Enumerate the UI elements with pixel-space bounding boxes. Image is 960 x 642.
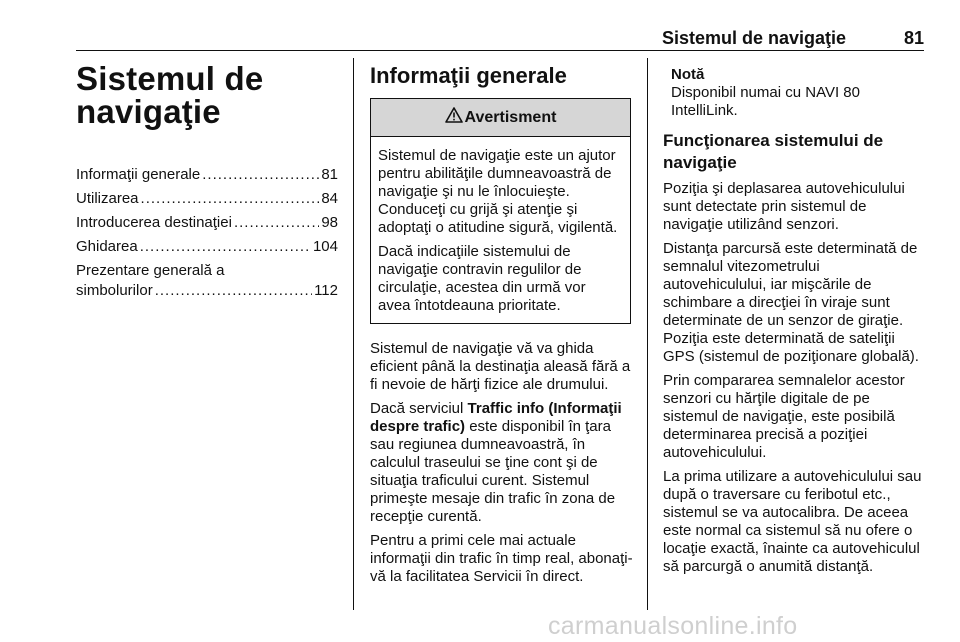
toc-item[interactable] [76,189,338,209]
toc-item[interactable] [76,261,338,301]
column-divider-2 [647,58,648,610]
table-of-contents [76,165,338,301]
body-paragraph-traffic [370,400,633,526]
toc-item-label: Introducerea destinaţiei [76,214,232,231]
body-paragraph: Pentru a primi cele mai actuale informaţii din trafic în timp real, abonaţi-vă la facilitatea Servicii în direct. [370,532,633,585]
chapter-title-line-2: navigaţie [76,93,221,130]
toc-leader-dots [202,165,319,185]
section-title: Informaţii generale [370,63,567,88]
note-label: Notă [671,66,705,83]
toc-item[interactable] [76,213,338,233]
warning-paragraph: Dacă indicaţiile sistemului de navigaţie contravin regulilor de circulaţie, acestea din urmă vor avea întotdeauna prioritate. [378,243,586,314]
toc-item-page: 98 [321,214,338,231]
note-text: Disponibil numai cu NAVI 80 IntelliLink. [671,84,860,119]
toc-item-page: 104 [312,238,338,255]
toc-leader-dots [140,237,311,257]
toc-item-page: 84 [321,190,338,207]
body-paragraph: Poziţia şi deplasarea autovehiculului sunt detectate prin sistemul de navigaţie utilizând senzori. [663,180,905,233]
warning-box [370,98,631,324]
warning-body [371,137,630,323]
toc-item-label-line-2: simbolurilor [76,282,153,299]
warning-header [371,99,630,137]
running-title: Sistemul de navigaţie [661,28,846,48]
page-header [76,28,924,50]
toc-item-label-line-1: Prezentare generală a [76,262,225,279]
header-rule [76,50,924,51]
column-middle [370,62,633,592]
toc-item[interactable] [76,237,338,257]
body-paragraph: Prin compararea semnalelor acestor senzori cu hărţile digitale de pe sistemul de navigaţie, este posibilă determinarea precisă a poziţiei autovehiculului. [663,372,905,461]
chapter-title-line-1: Sistemul de [76,60,264,97]
toc-item[interactable] [76,165,338,185]
toc-item-page: 81 [321,166,338,183]
warning-triangle-icon [445,107,465,128]
body-paragraph: La prima utilizare a autovehiculului sau după o traversare cu feribotul etc., sistemul se va autocalibra. De aceea este normal ca sistemul să nu ofere o locaţie exactă, înainte ca autovehiculul să parcurgă o anumită distanţă. [663,468,922,575]
column-left [76,62,338,305]
toc-leader-dots [155,281,312,301]
warning-paragraph: Sistemul de navigaţie este un ajutor pentru abilităţile dumneavoastră de navigaţie şi nu le înlocuieşte. Conduceţi cu grijă şi atenţie şi adoptaţi o atitudine sigură, vigilentă. [378,147,618,236]
traffic-text-after: este disponibil în ţara sau regiunea dumneavoastră, în calculul traseului se ţine cont şi de situaţia traficului curent. Sistemul primeşte mesaje din trafic în zona de recepţie curentă. [370,418,616,525]
traffic-text-before: Dacă serviciul [370,400,468,417]
column-divider-1 [353,58,354,610]
chapter-title [76,62,338,128]
toc-item-label: Informaţii generale [76,166,201,183]
toc-leader-dots [234,213,319,233]
toc-item-label: Utilizarea [76,190,139,207]
column-right [663,66,925,582]
warning-title: Avertisment [464,108,557,126]
subsection-title: Funcţionarea sistemului de navigaţie [663,131,884,172]
toc-item-page: 112 [314,282,338,299]
body-paragraph: Distanţa parcursă este determinată de semnalul vitezometrului autovehiculului, iar mişcările de schimbare a direcţiei în viraje sunt determinate de un senzor de giraţie. Poziţia este determinată de sateliţii GPS (sistemul de poziţionare globală). [663,240,919,365]
watermark: carmanualsonline.info [548,612,798,640]
page-number: 81 [903,28,924,48]
toc-leader-dots [141,189,320,209]
traffic-info-service-name: Traffic info (Informaţii despre trafic) [370,400,622,435]
toc-item-label: Ghidarea [76,238,138,255]
body-paragraph: Sistemul de navigaţie vă va ghida eficient până la destinaţia aleasă fără a fi nevoie de hărţi fizice ale drumului. [370,340,631,393]
